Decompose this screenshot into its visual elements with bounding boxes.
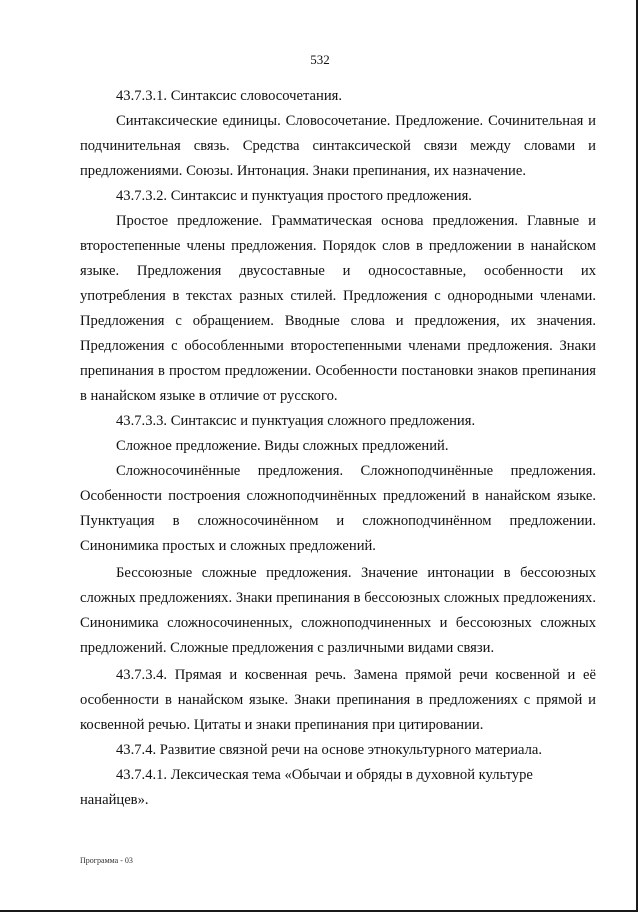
- page-number: 532: [310, 52, 330, 67]
- section-heading-lexical-theme: 43.7.4.1. Лексическая тема «Обычаи и обряды в духовной культуре нанайцев».: [80, 767, 533, 808]
- paragraph-simple-sentence: Простое предложение. Грамматическая основа предложения. Главные и второстепенные члены предложения. Порядок слов в предложении в нанайском языке. Предложения двусоставные и односоставные, особенности их употребления в текстах разных стилей. Предложения с однородными членами. Предложения с обращением. Вводные слова и предложения, их значения. Предложения с обособленными второстепенными членами предложения. Знаки препинания в простом предложении. Особенности постановки знаков препинания в нанайском языке в отличие от русского.: [80, 213, 596, 404]
- footer-label: Программа - 03: [80, 856, 133, 865]
- section-heading-simple-sentence: 43.7.3.2. Синтаксис и пунктуация простого предложения.: [116, 188, 472, 204]
- paragraph-direct-indirect-speech: 43.7.3.4. Прямая и косвенная речь. Замена прямой речи косвенной и её особенности в нанайском языке. Знаки препинания в предложениях с прямой и косвенной речью. Цитаты и знаки препинания при цитировании.: [80, 667, 596, 733]
- paragraph-compound-sentences: Сложносочинённые предложения. Сложноподчинённые предложения. Особенности построения сложноподчинённых предложений в нанайском языке. Пунктуация в сложносочинённом и сложноподчинённом предложении. Синонимика простых и сложных предложений.: [80, 463, 596, 554]
- section-heading-syntax-phrase: 43.7.3.1. Синтаксис словосочетания.: [116, 88, 342, 104]
- paragraph-syntax-units: Синтаксические единицы. Словосочетание. Предложение. Сочинительная и подчинительная связь. Средства синтаксической связи между словами и предложениями. Союзы. Интонация. Знаки препинания, их назначение.: [80, 113, 596, 179]
- section-heading-speech-development: 43.7.4. Развитие связной речи на основе этнокультурного материала.: [116, 742, 543, 758]
- section-heading-complex-sentence: 43.7.3.3. Синтаксис и пунктуация сложного предложения.: [116, 413, 476, 429]
- paragraph-asyndetic-sentences: Бессоюзные сложные предложения. Значение интонации в бессоюзных сложных предложениях. Знаки препинания в бессоюзных сложных предложениях. Синонимика сложносочиненных, сложноподчиненных и бессоюзных сложных предложений. Сложные предложения с различными видами связи.: [80, 565, 596, 656]
- paragraph-complex-sentence-types: Сложное предложение. Виды сложных предложений.: [116, 438, 449, 454]
- document-body: [80, 84, 596, 813]
